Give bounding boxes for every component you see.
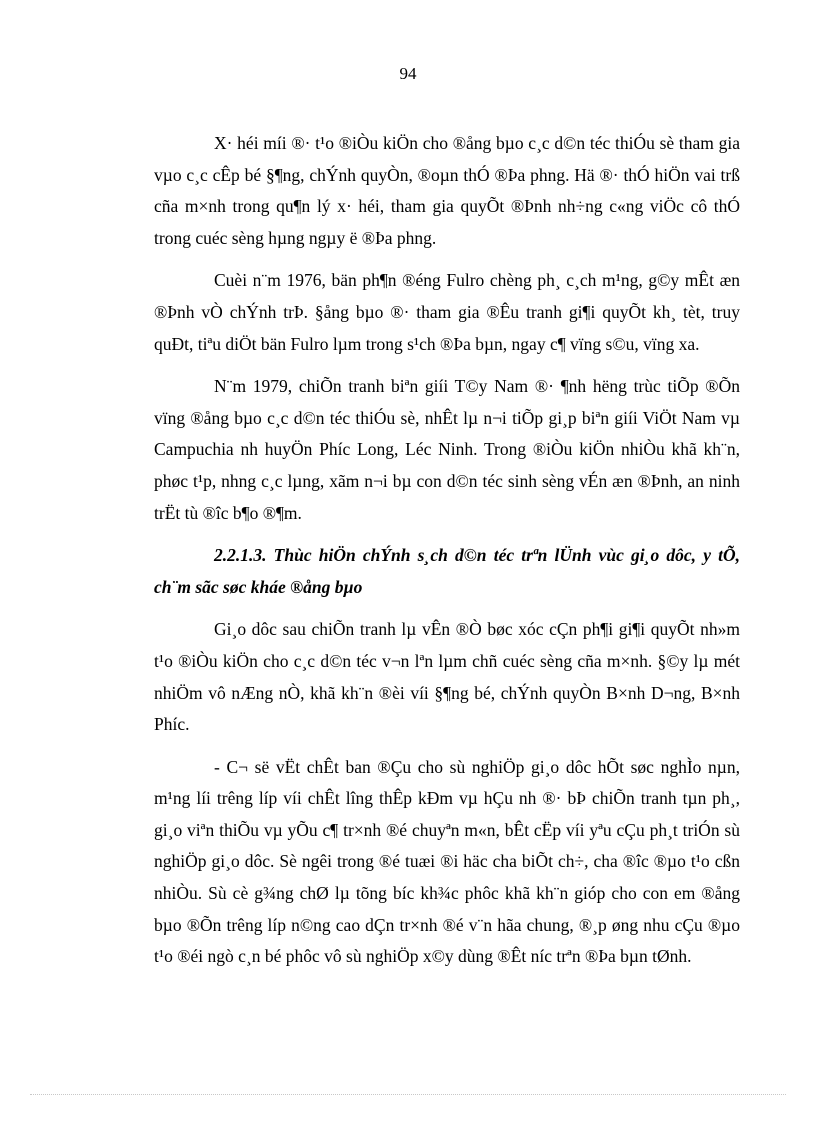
page-number: 94 — [399, 64, 417, 83]
page-bottom-divider — [30, 1094, 786, 1095]
paragraph: X· héi míi ®· t¹o ®iÒu kiÖn cho ®ång bµo c¸c d©n téc thiÓu sè tham gia vµo c¸c cÊp bé §¶ng, chÝnh quyÒn, ®oµn thÓ ®Þa phng. Hä ®· thÓ hiÖn vai trß cña m×nh trong qu¶n lý x· héi, tham gia quyÕt ®Þnh nh÷ng c«ng viÖc cô thÓ trong cuéc sèng hµng ngµy ë ®Þa phng. — [154, 133, 740, 248]
document-body — [154, 128, 740, 984]
paragraph: Gi¸o dôc sau chiÕn tranh lµ vÊn ®Ò bøc xóc cÇn ph¶i gi¶i quyÕt nh»m t¹o ®iÒu kiÖn cho c¸c d©n téc v¬n lªn lµm chñ cuéc sèng cña m×nh. §©y lµ mét nhiÖm vô nÆng nÒ, khã kh¨n ®èi víi §¶ng bé, chÝnh quyÒn B×nh D¬ng, B×nh Phíc. — [154, 619, 740, 735]
paragraph: Cuèi n¨m 1976, bän ph¶n ®éng Fulro chèng ph¸ c¸ch m¹ng, g©y mÊt æn ®Þnh vÒ chÝnh trÞ. §ång bµo ®· tham gia ®Êu tranh gi¶i quyÕt kh¸ tèt, truy quÐt, tiªu diÖt bän Fulro lµm trong s¹ch ®Þa bµn, ngay c¶ vïng s©u, vïng xa. — [154, 270, 740, 354]
paragraph: - C¬ së vËt chÊt ban ®Çu cho sù nghiÖp gi¸o dôc hÕt søc nghÌo nµn, m¹ng líi trêng líp víi chÊt lîng thÊp kÐm vµ hÇu nh ®· bÞ chiÕn tranh tµn ph¸, gi¸o viªn thiÕu vµ yÕu c¶ tr×nh ®é chuyªn m«n, bÊt cËp víi yªu cÇu ph¸t triÓn sù nghiÖp gi¸o dôc. Sè ngêi trong ®é tuæi ®i häc cha biÕt ch÷, cha ®îc ®µo t¹o cßn nhiÒu. Sù cè g¾ng chØ lµ tõng bíc kh¾c phôc khã kh¨n gióp cho con em ®ång bµo ®Õn trêng líp n©ng cao dÇn tr×nh ®é v¨n hãa chung, ®¸p øng nhu cÇu ®µo t¹o ®éi ngò c¸n bé phôc vô sù nghiÖp x©y dùng ®Êt níc trªn ®Þa bµn tØnh. — [154, 756, 740, 967]
section-heading: 2.2.1.3. Thùc hiÖn chÝnh s¸ch d©n téc trªn lÜnh vùc gi¸o dôc, y tÕ, ch¨m sãc søc kháe ®ång bµo — [154, 545, 740, 597]
paragraph: N¨m 1979, chiÕn tranh biªn giíi T©y Nam ®· ¶nh hëng trùc tiÕp ®Õn vïng ®ång bµo c¸c d©n téc thiÓu sè, nhÊt lµ n¬i tiÕp gi¸p biªn giíi ViÖt Nam vµ Campuchia nh huyÖn Phíc Long, Léc Ninh. Trong ®iÒu kiÖn nhiÒu khã kh¨n, phøc t¹p, nhng c¸c lµng, xãm n¬i bµ con d©n téc sinh sèng vÉn æn ®Þnh, an ninh trËt tù ®îc b¶o ®¶m. — [154, 376, 740, 523]
